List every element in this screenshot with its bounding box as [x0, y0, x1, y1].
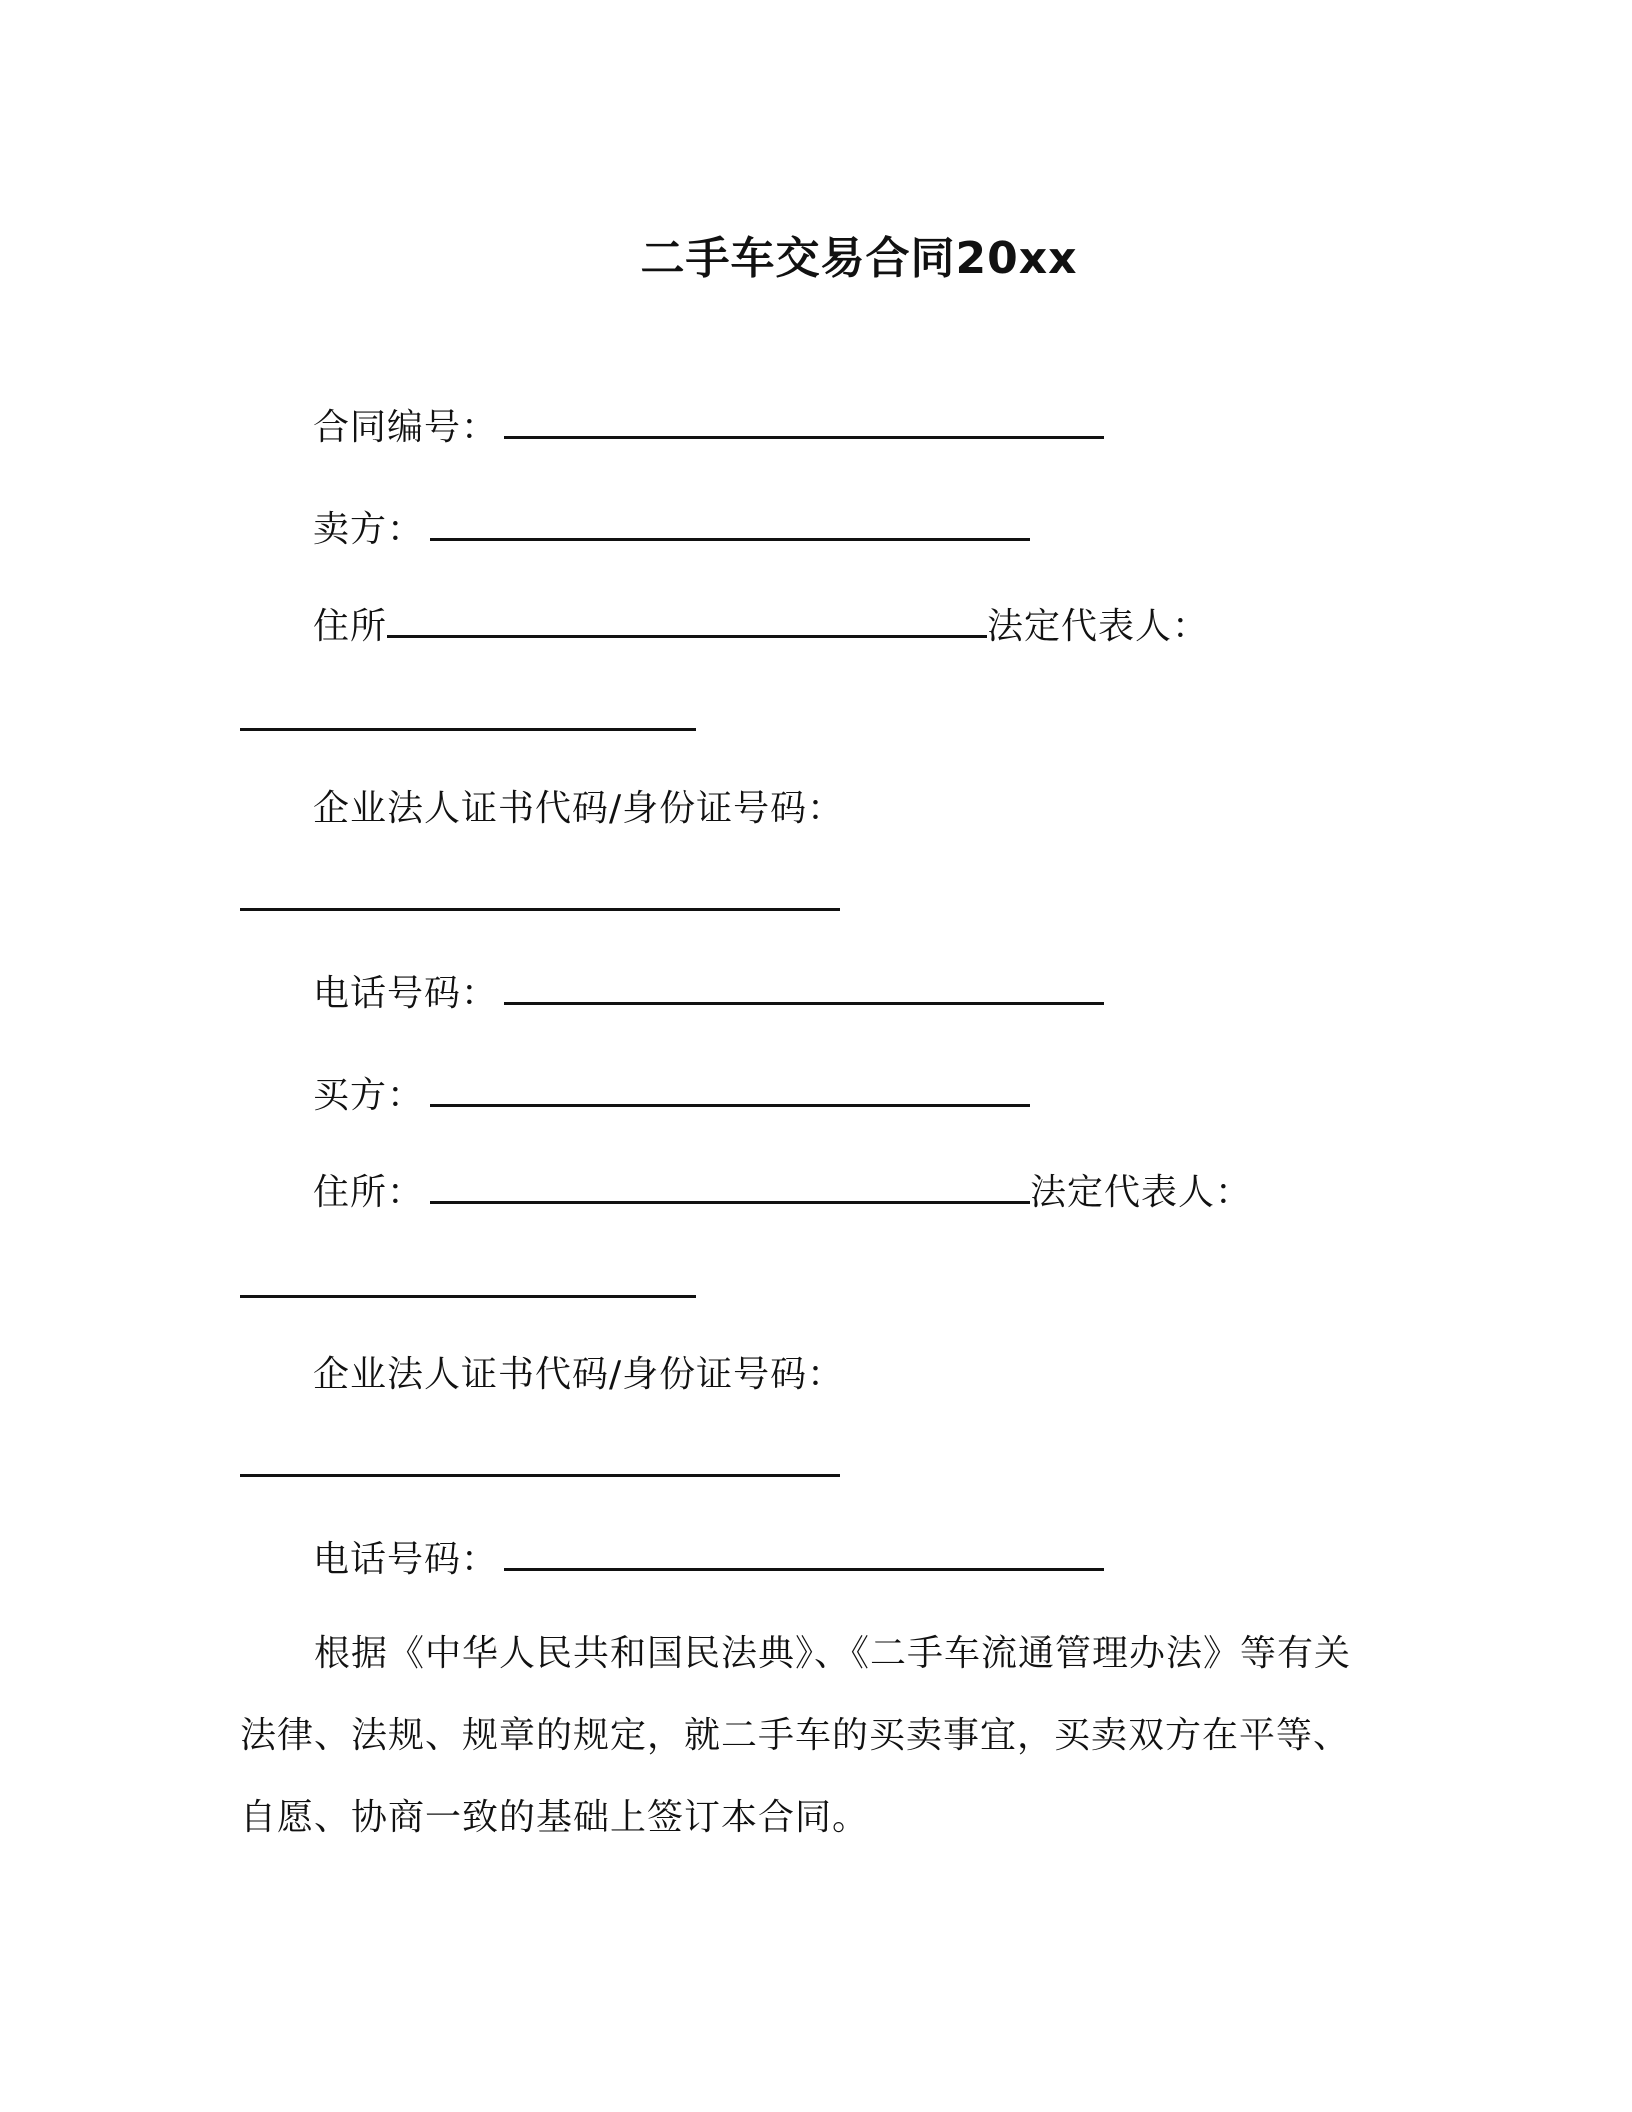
seller-id-blank [240, 878, 840, 911]
seller-legal-rep-label: 法定代表人： [987, 606, 1210, 647]
seller-phone-row [313, 970, 1104, 1018]
seller-id-label: 企业法人证书代码/身份证号码： [313, 788, 845, 829]
seller-address-blank [387, 605, 987, 638]
seller-id-row [313, 785, 844, 833]
seller-legal-rep-blank [240, 698, 696, 731]
buyer-legal-rep-row [240, 1263, 696, 1311]
contract-number-blank [504, 406, 1104, 439]
seller-label: 卖方： [313, 509, 425, 550]
buyer-phone-label: 电话号码： [313, 1539, 499, 1580]
seller-row [313, 506, 1030, 554]
buyer-phone-row [313, 1536, 1104, 1584]
seller-legal-rep-row [240, 696, 696, 744]
contract-number-row [313, 404, 1104, 452]
buyer-id-label: 企业法人证书代码/身份证号码： [313, 1354, 845, 1395]
contract-number-label: 合同编号： [313, 407, 499, 448]
buyer-address-blank [430, 1171, 1030, 1204]
buyer-id-blank [240, 1444, 840, 1477]
seller-blank [430, 508, 1030, 541]
document-title: 二手车交易合同20xx [640, 233, 1078, 284]
buyer-label: 买方： [313, 1075, 425, 1116]
buyer-row [313, 1072, 1030, 1120]
seller-phone-blank [504, 972, 1104, 1005]
seller-address-row [313, 603, 1209, 651]
buyer-legal-rep-label: 法定代表人： [1030, 1172, 1253, 1213]
preamble-paragraph: 根据《中华人民共和国民法典》、《二手车流通管理办法》等有关法律、法规、规章的规定，就二手车的买卖事宜，买卖双方在平等、自愿、协商一致的基础上签订本合同。 [240, 1633, 1352, 1838]
buyer-address-row [313, 1169, 1252, 1217]
seller-phone-label: 电话号码： [313, 973, 499, 1014]
buyer-blank [430, 1074, 1030, 1107]
buyer-legal-rep-blank [240, 1265, 696, 1298]
seller-id-blank-row [240, 876, 840, 924]
buyer-id-blank-row [240, 1442, 840, 1490]
buyer-id-row [313, 1351, 844, 1399]
buyer-phone-blank [504, 1538, 1104, 1571]
buyer-address-label: 住所： [313, 1172, 425, 1213]
seller-address-label: 住所 [313, 606, 388, 647]
